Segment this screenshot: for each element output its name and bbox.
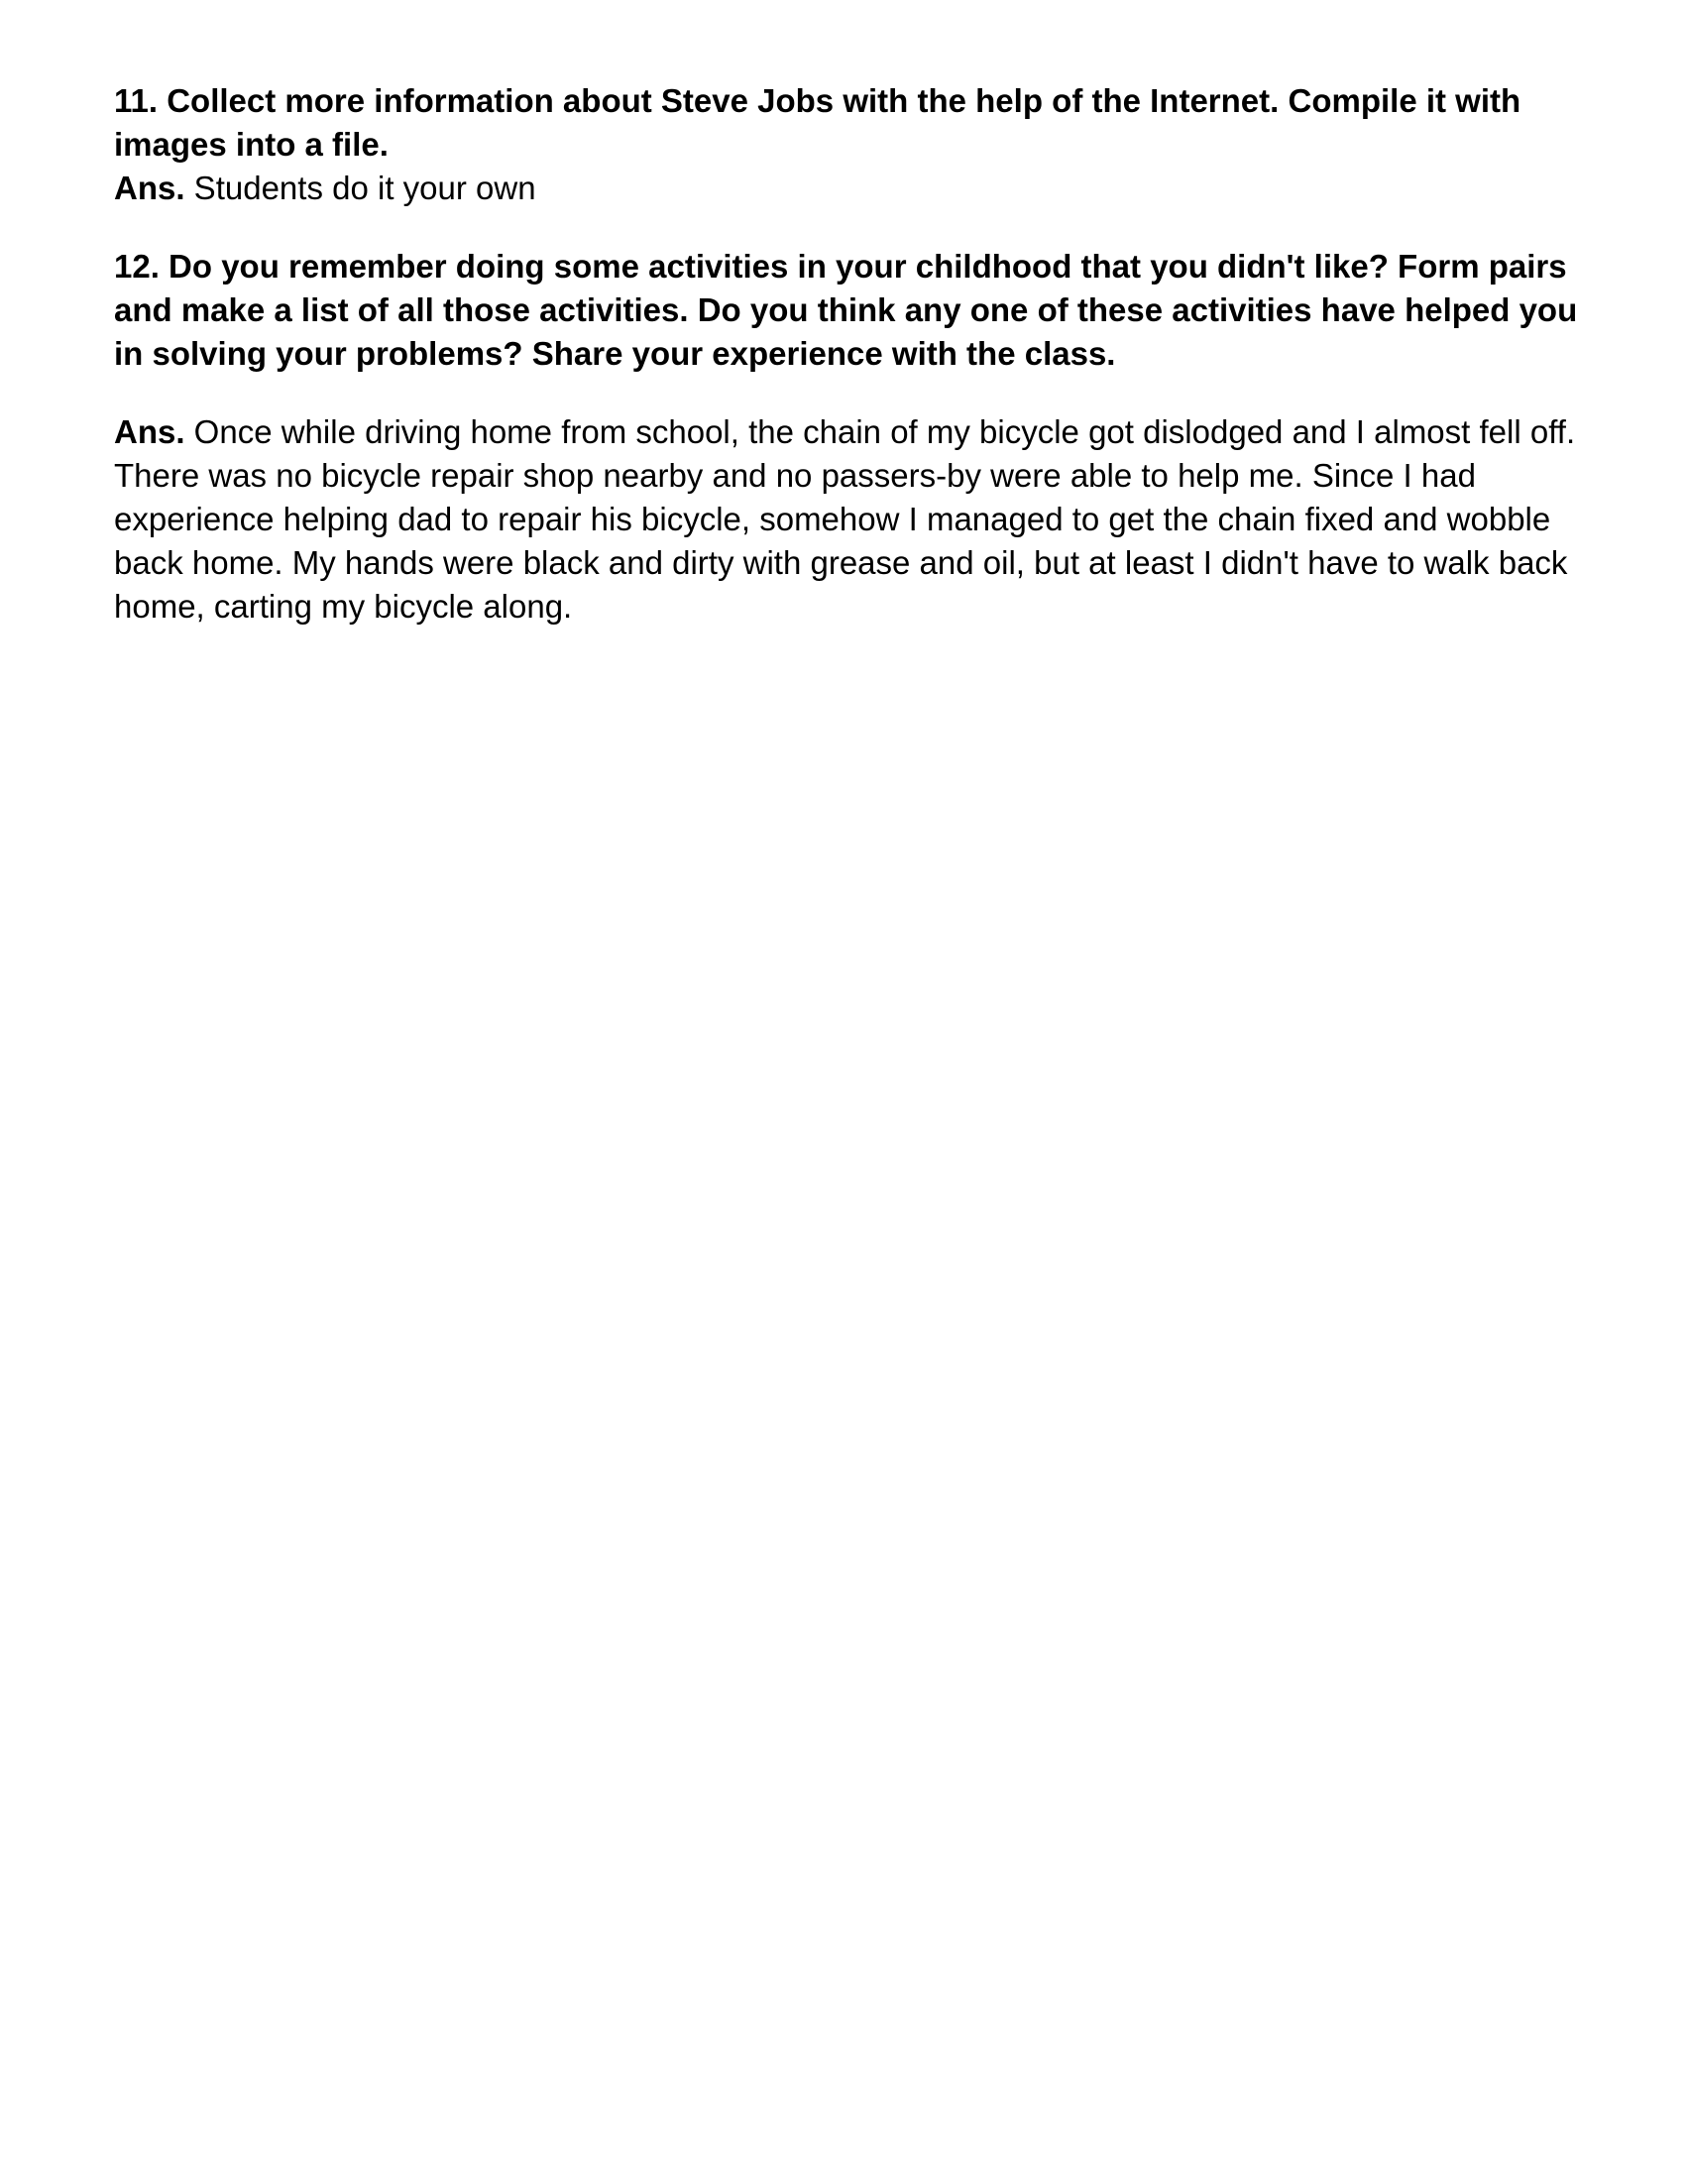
question-12-text: 12. Do you remember doing some activities in your childhood that you didn't like? Form pairs and make a list of all those activities. Do you think any one of these activities have helped you in solving your problems? Share your experience with the class.: [114, 248, 1578, 372]
question-11-text: 11. Collect more information about Steve Jobs with the help of the Internet. Compile it with images into a file.: [114, 82, 1521, 163]
answer-11: [114, 167, 1591, 210]
answer-12: [114, 410, 1591, 629]
answer-11-label: Ans.: [114, 170, 185, 206]
answer-12-text: Once while driving home from school, the chain of my bicycle got dislodged and I almost fell off. There was no bicycle repair shop nearby and no passers-by were able to help me. Since I had experience helping dad to repair his bicycle, somehow I managed to get the chain fixed and wobble back home. My hands were black and dirty with grease and oil, but at least I didn't have to walk back home, carting my bicycle along.: [114, 413, 1576, 625]
question-11-block: [114, 79, 1591, 210]
answer-12-label: Ans.: [114, 413, 185, 450]
answer-11-text: Students do it your own: [184, 170, 536, 206]
question-12-block: [114, 245, 1591, 376]
answer-12-block: [114, 410, 1591, 629]
document-content: [114, 79, 1591, 629]
